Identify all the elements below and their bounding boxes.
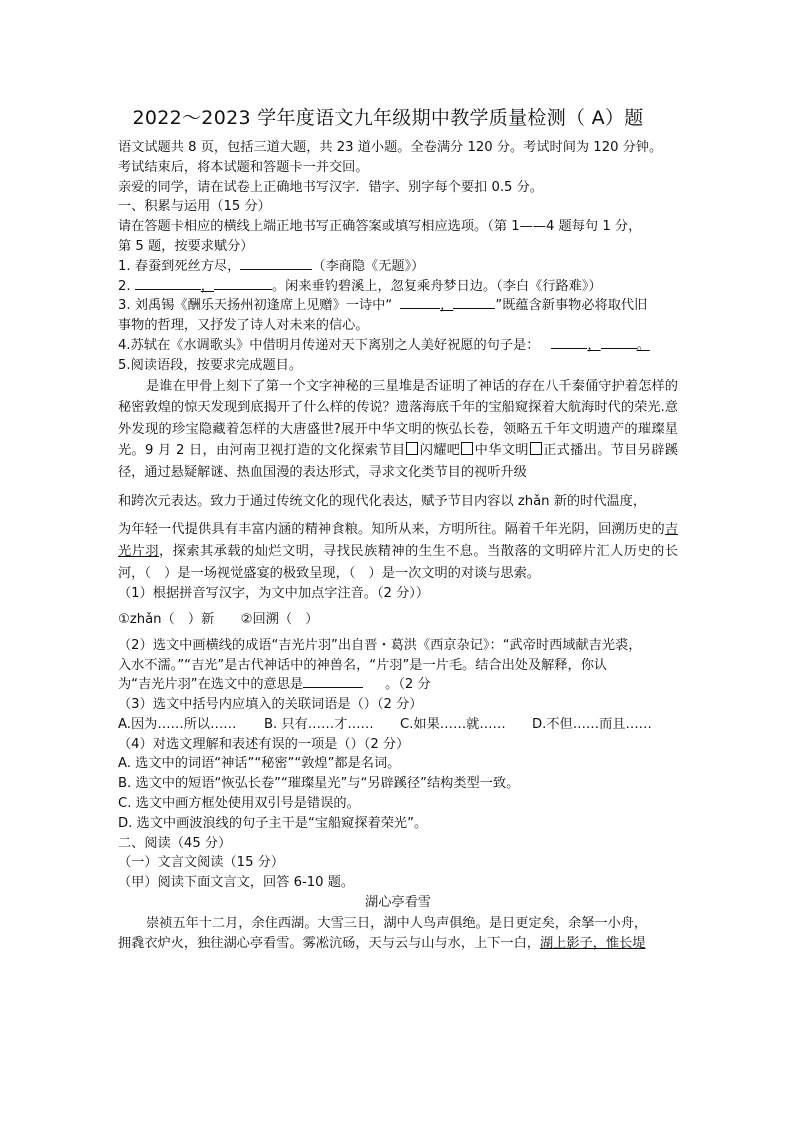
boxed-mark-3 bbox=[530, 442, 542, 455]
q2-answer-blank-2[interactable] bbox=[214, 277, 272, 290]
classical-text-line-1: 崇祯五年十二月，余住西湖。大雪三日，湖中人鸟声俱绝。是日更定矣，余拏一小舟， bbox=[146, 915, 648, 931]
classical-text-line-2 bbox=[118, 934, 678, 954]
passage-text-1-end: 正式播出。节目另辟蹊径，通过悬疑解谜、热血国漫的表达形式，寻求文化类节目的视听升级 bbox=[118, 443, 679, 480]
sub-question-1: （1）根据拼音写汉字，为文中加点字注音。（2 分）） bbox=[118, 586, 430, 602]
q1-answer-blank[interactable] bbox=[240, 257, 312, 270]
sub3-option-b[interactable]: B. 只有……才…… bbox=[264, 716, 374, 732]
sub4-option-d[interactable]: D. 选文中画波浪线的句子主干是“宝船窥探着荣光”。 bbox=[118, 815, 428, 831]
q2-text: 。闲来垂钓碧溪上，忽复乘舟梦日边。（李白《行路难》） bbox=[271, 278, 602, 294]
question-3 bbox=[118, 296, 678, 316]
underlined-idiom: 吉光片羽 bbox=[118, 522, 678, 559]
sub4-option-a[interactable]: A. 选文中的词语“神话”“秘密”“敦煌”都是名词。 bbox=[118, 756, 401, 772]
sub3-option-c[interactable]: C.如果……就…… bbox=[400, 716, 506, 732]
sub-question-4: （4）对选文理解和表述有误的一项是（）（2 分） bbox=[118, 736, 410, 752]
sub-question-2-b: 入水不濡。”“吉光”是古代神话中的神兽名，“片羽”是一片毛。结合出处及解释，你认 bbox=[118, 657, 608, 673]
sub4-option-c[interactable]: C. 选文中画方框处使用双引号是错误的。 bbox=[118, 796, 360, 812]
q2-number: 2. bbox=[118, 278, 135, 294]
q3-comma: ， bbox=[440, 298, 454, 314]
boxed-mark-1 bbox=[406, 442, 418, 455]
classical-text-underlined: 湖上影子，惟长堤 bbox=[540, 936, 646, 952]
q4-period: 。 bbox=[636, 337, 650, 353]
sub2-answer-blank[interactable] bbox=[303, 675, 363, 688]
q3-answer-blank-2[interactable] bbox=[453, 296, 495, 309]
q3-answer-blank-1[interactable] bbox=[400, 296, 440, 309]
q2-comma: ， bbox=[200, 278, 214, 294]
sub2-text: 为“吉光片羽”在选文中的意思是 bbox=[118, 677, 304, 693]
q2-answer-blank-1[interactable] bbox=[135, 277, 201, 290]
q1-source: （李商隐《无题》） bbox=[312, 258, 425, 274]
sub-question-3: （3）选文中括号内应填入的关联词语是（）（2 分） bbox=[118, 697, 423, 713]
q4-comma: ， bbox=[587, 337, 601, 353]
question-5: 5.阅读语段，按要求完成题目。 bbox=[118, 357, 303, 373]
passage-text-3b: ，探索其承载的灿烂文明，寻找民族精神的生生不息。当散落的文明碎片汇人历史的长河，（ ）是一场视觉盛宴的极致呈现，（ ）是一次文明的对谈与思索。 bbox=[118, 543, 679, 581]
sub4-option-b[interactable]: B. 选文中的短语“恢弘长卷”“璀璨星光”与“另辟蹊径”结构类型一致。 bbox=[118, 776, 520, 792]
sub3-option-a[interactable]: A.因为……所以…… bbox=[118, 716, 237, 732]
passage-paragraph-3 bbox=[118, 519, 678, 584]
section2-subheading: （一）文言文阅读（15 分） bbox=[118, 855, 285, 871]
intro-line-3: 亲爱的同学，请在试卷上正确地书写汉字．错字、别字每个要扣 0.5 分。 bbox=[118, 179, 543, 195]
question-3-cont: 事物的哲理，又抒发了诗人对未来的信心。 bbox=[118, 318, 369, 334]
q3-text-b: ”既蕴含新事物必将取代旧 bbox=[495, 298, 648, 314]
section1-instruction-1: 请在答题卡相应的横线上端正地书写正确答案或填写相应选项。（第 1——4 题每句 1 分， bbox=[118, 219, 642, 235]
intro-line-1: 语文试题共 8 页，包括三道大题，共 23 道小题。全卷满分 120 分。考试时间为 120 分钟。 bbox=[118, 140, 663, 155]
q3-text-a: 3. 刘禹锡《酬乐天扬州初逢席上见赠》一诗中“ bbox=[118, 298, 393, 314]
section1-instruction-2: 第 5 题，按要求赋分） bbox=[118, 238, 254, 254]
boxed-mark-2 bbox=[461, 442, 473, 455]
sub-question-2-a: （2）选文中画横线的成语“吉光片羽”出自晋・葛洪《西京杂记》：“武帝时西域献吉光裘， bbox=[118, 637, 642, 653]
section1-heading: 一、积累与运用（15 分） bbox=[118, 199, 271, 215]
sub-question-3-options bbox=[118, 715, 678, 735]
section2-instruction: （甲）阅读下面文言文，回答 6-10 题。 bbox=[118, 875, 355, 891]
q4-answer-blank-2[interactable] bbox=[601, 336, 637, 349]
passage-text-3a: 为年轻一代提供具有丰富内涵的精神食粮。知所从来，方明所往。隔着千年光阴，回溯历史的 bbox=[118, 522, 665, 538]
passage-paragraph-1 bbox=[118, 376, 678, 484]
passage-line-2: 和跨次元表达。致力于通过传统文化的现代化表达，赋予节目内容以 zhǎn 新的时代温度， bbox=[118, 493, 647, 509]
question-1 bbox=[118, 257, 678, 277]
intro-line-2: 考试结束后，将本试题和答题卡一并交回。 bbox=[118, 159, 369, 175]
exam-page bbox=[118, 103, 678, 954]
q4-answer-blank-1[interactable] bbox=[551, 336, 587, 349]
passage-quote-2: 中华文明 bbox=[474, 443, 529, 459]
classical-text-title: 湖心亭看雪 bbox=[365, 895, 431, 911]
question-4 bbox=[118, 336, 678, 356]
q1-text: 1. 春蚕到死丝方尽， bbox=[118, 258, 241, 274]
sub3-option-d[interactable]: D.不但……而且…… bbox=[532, 716, 652, 732]
sub-question-2-c bbox=[118, 675, 678, 695]
sub-question-1-options: ①zhǎn（ ）新 ②回溯（ ） bbox=[118, 611, 319, 627]
passage-text-1: 是谁在甲骨上刻下了第一个文字神秘的三星堆是否证明了神话的存在八千秦俑守护着怎样的秘密敦煌的惊天发现到底揭开了什么样的传说？遗落海底千年的宝船窥探着大航海时代的荣光.意外发现的珍宝隐藏着怎样的大唐盛世?展开中华文明的恢弘长卷，领略五千年文明遗产的璀璨星光。9 月 2 日，由河南卫视打造的文化探索节目 bbox=[118, 378, 678, 459]
passage-quote-1: 闪耀吧 bbox=[419, 443, 461, 459]
q4-text: 4.苏轼在《水调歌头》中借明月传递对天下离别之人美好祝愿的句子是： bbox=[118, 337, 540, 353]
page-title: 2022～2023 学年度语文九年级期中教学质量检测（ A）题 bbox=[132, 107, 644, 129]
classical-text-2: 拥毳衣炉火，独往湖心亭看雪。雾凇沆砀，天与云与山与水，上下一白， bbox=[118, 936, 540, 952]
section2-heading: 二、阅读（45 分） bbox=[118, 835, 232, 851]
question-2 bbox=[118, 277, 678, 297]
sub2-score: 。（2 分 bbox=[385, 677, 431, 693]
